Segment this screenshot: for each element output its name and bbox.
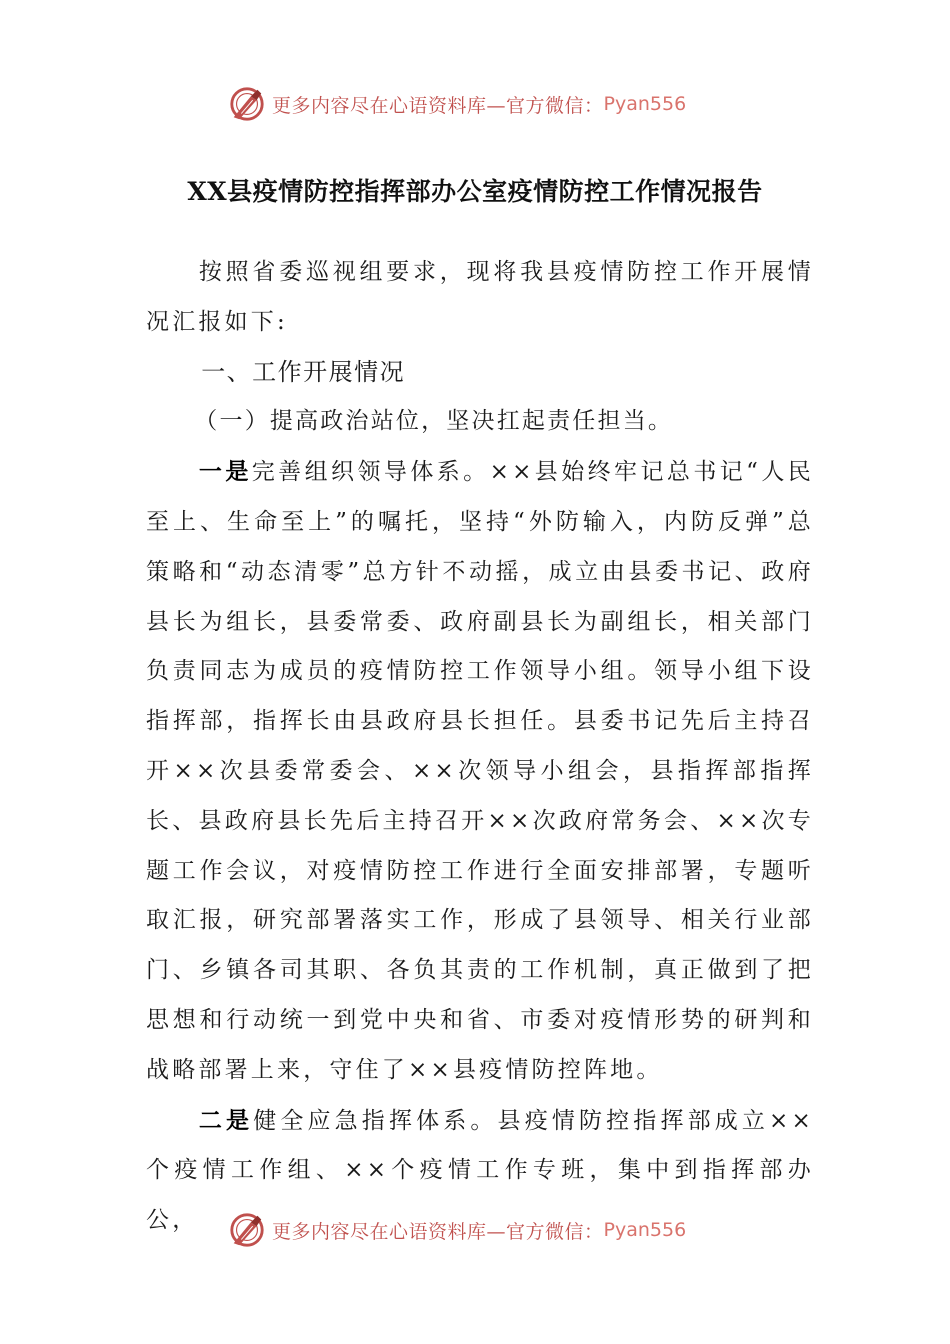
section-heading: 一、工作开展情况 [201,357,406,386]
body-paragraph-1 [146,447,814,1095]
watermark-text: 更多内容尽在心语资料库—官方微信： [272,1220,604,1243]
pen-nib-circle-logo-icon [228,85,266,123]
watermark-text: 更多内容尽在心语资料库—官方微信： [272,94,604,117]
paragraph-text: 完善组织领导体系。××县始终牢记总书记“人民至上、生命至上”的嘱托，坚持“外防输入，内防反弹”总策略和“动态清零”总方针不动摇，成立由县委书记、政府县长为组长，县委常委、政府副县长为副组长，相关部门负责同志为成员的疫情防控工作领导小组。领导小组下设指挥部，指挥长由县政府县长担任。县委书记先后主持召开××次县委常委会、××次领导小组会，县指挥部指挥长、县政府县长先后主持召开××次政府常务会、××次专题工作会议，对疫情防控工作进行全面安排部署，专题听取汇报，研究部署落实工作，形成了县领导、相关行业部门、乡镇各司其职、各负其责的工作机制，真正做到了把思想和行动统一到党中央和省、市委对疫情形势的研判和战略部署上来，守住了××县疫情防控阵地。 [146,459,814,1083]
watermark-handle: Pyan556 [603,1219,687,1241]
paragraph-lead: 二是 [198,1106,254,1134]
watermark-handle: Pyan556 [603,93,687,115]
intro-paragraph: 按照省委巡视组要求，现将我县疫情防控工作开展情况汇报如下: [146,259,814,335]
document-title: XX县疫情防控指挥部办公室疫情防控工作情况报告 [187,177,763,206]
document-body [146,248,814,1246]
watermark-banner-bottom [228,1208,748,1252]
paragraph-lead: 一是 [198,458,252,486]
subsection-heading: （一）提高政治站位，坚决扛起责任担当。 [194,408,674,435]
paragraph-text: 健全应急指挥体系。县疫情防控指挥部成立××个疫情工作组、××个疫情工作专班，集中到指挥部办公， [146,1107,814,1234]
pen-nib-circle-logo-icon [228,1211,266,1249]
watermark-banner-top [228,82,748,126]
